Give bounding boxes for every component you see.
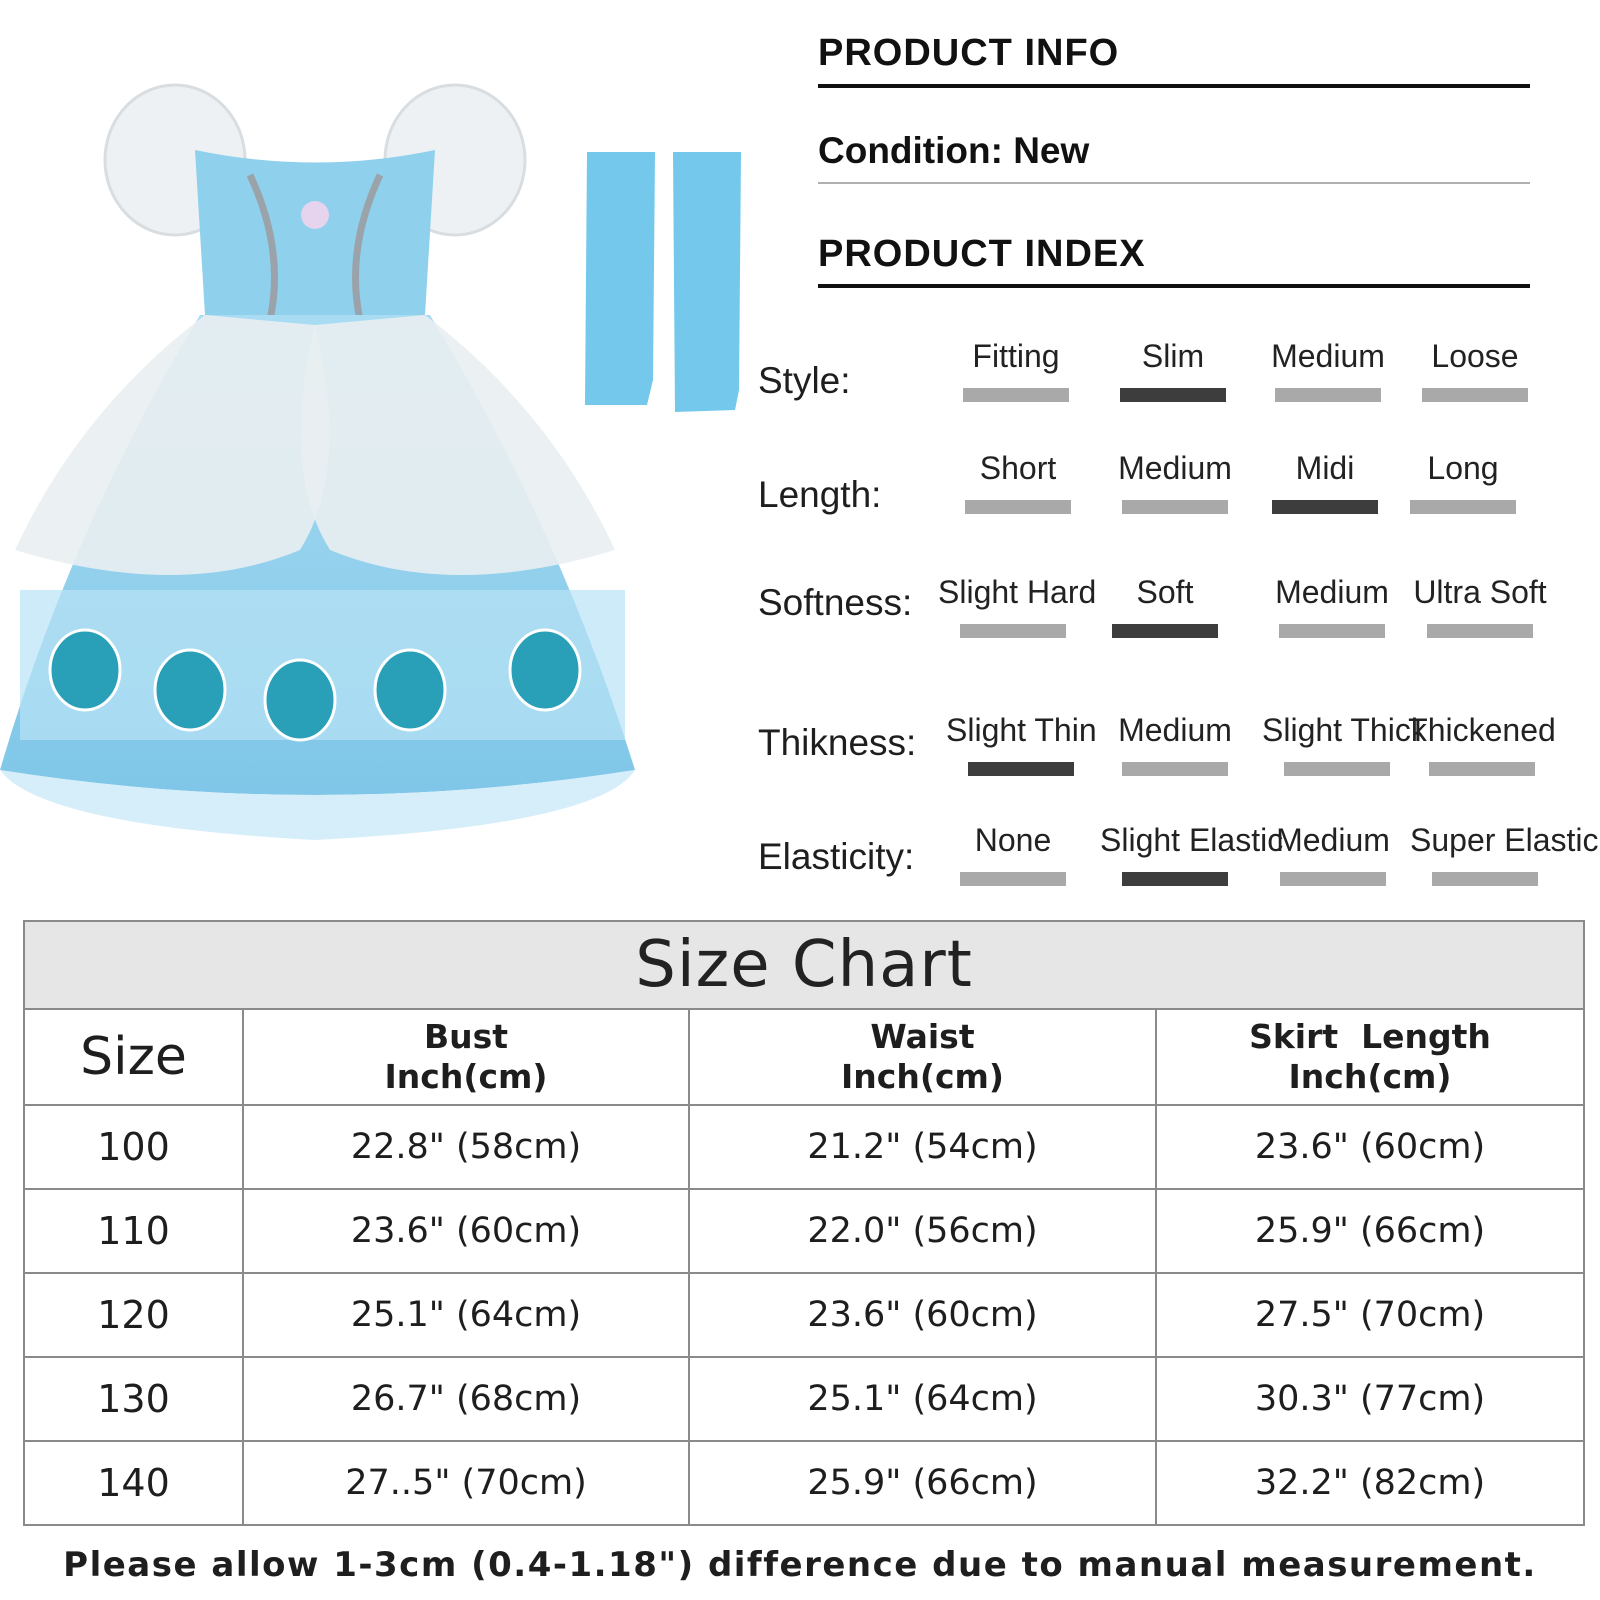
waist-cell: 25.1" (64cm) xyxy=(689,1357,1156,1441)
table-header-row xyxy=(25,1010,1583,1105)
size-cell: 120 xyxy=(25,1273,243,1357)
waist-cell: 25.9" (66cm) xyxy=(689,1441,1156,1524)
waist-cell: 21.2" (54cm) xyxy=(689,1105,1156,1189)
bust-cell: 23.6" (60cm) xyxy=(243,1189,689,1273)
table-row xyxy=(25,1105,1583,1189)
index-option: Super Elastic xyxy=(1410,822,1560,886)
waist-cell: 23.6" (60cm) xyxy=(689,1273,1156,1357)
table-row xyxy=(25,1273,1583,1357)
index-option: Medium xyxy=(1100,450,1250,514)
index-bar-selected xyxy=(1122,872,1228,886)
index-option: Medium xyxy=(1257,574,1407,638)
divider xyxy=(818,182,1530,184)
product-index-heading: PRODUCT INDEX xyxy=(818,233,1146,275)
index-option: Slight Thin xyxy=(946,712,1096,776)
index-bar xyxy=(960,624,1066,638)
index-option: Midi xyxy=(1250,450,1400,514)
table-row xyxy=(25,1441,1583,1524)
index-option: Medium xyxy=(1258,822,1408,886)
index-bar-selected xyxy=(1120,388,1226,402)
index-option: Medium xyxy=(1100,712,1250,776)
size-chart-title: Size Chart xyxy=(25,922,1583,1010)
divider xyxy=(818,84,1530,88)
size-cell: 140 xyxy=(25,1441,243,1524)
index-bar xyxy=(1275,388,1381,402)
waist-cell: 22.0" (56cm) xyxy=(689,1189,1156,1273)
index-option: Thickened xyxy=(1407,712,1557,776)
dress-image xyxy=(0,80,650,840)
column-header-waist: Waist Inch(cm) xyxy=(689,1010,1156,1105)
measurement-note: Please allow 1-3cm (0.4-1.18") difference due to manual measurement. xyxy=(63,1545,1537,1585)
index-bar xyxy=(1427,624,1533,638)
bust-cell: 25.1" (64cm) xyxy=(243,1273,689,1357)
index-option: Slim xyxy=(1098,338,1248,402)
index-bar-selected xyxy=(968,762,1074,776)
condition-text: Condition: New xyxy=(818,130,1090,171)
column-header-size: Size xyxy=(25,1010,243,1105)
table-row xyxy=(25,1357,1583,1441)
index-option: Slight Hard xyxy=(938,574,1088,638)
index-row-label: Softness: xyxy=(758,582,913,623)
product-info-heading: PRODUCT INFO xyxy=(818,32,1120,74)
skirt-length-cell: 23.6" (60cm) xyxy=(1156,1105,1583,1189)
index-bar xyxy=(1432,872,1538,886)
index-row-label: Elasticity: xyxy=(758,836,915,877)
skirt-length-cell: 25.9" (66cm) xyxy=(1156,1189,1583,1273)
bust-cell: 27..5" (70cm) xyxy=(243,1441,689,1524)
index-bar xyxy=(960,872,1066,886)
index-bar xyxy=(1279,624,1385,638)
index-bar xyxy=(965,500,1071,514)
index-option: Fitting xyxy=(941,338,1091,402)
index-option: Loose xyxy=(1400,338,1550,402)
index-option: Medium xyxy=(1253,338,1403,402)
column-header-skirt-length: Skirt Length Inch(cm) xyxy=(1156,1010,1583,1105)
index-bar xyxy=(1122,762,1228,776)
bust-cell: 22.8" (58cm) xyxy=(243,1105,689,1189)
gloves-image xyxy=(585,150,750,425)
skirt-length-cell: 27.5" (70cm) xyxy=(1156,1273,1583,1357)
index-option: Soft xyxy=(1090,574,1240,638)
size-cell: 100 xyxy=(25,1105,243,1189)
index-bar xyxy=(1429,762,1535,776)
index-bar xyxy=(1410,500,1516,514)
index-bar xyxy=(963,388,1069,402)
divider xyxy=(818,284,1530,288)
index-row-label: Length: xyxy=(758,474,882,515)
size-table xyxy=(25,1010,1583,1524)
column-header-bust: Bust Inch(cm) xyxy=(243,1010,689,1105)
index-bar xyxy=(1284,762,1390,776)
index-option: Slight Elastic xyxy=(1100,822,1250,886)
bust-cell: 26.7" (68cm) xyxy=(243,1357,689,1441)
size-cell: 130 xyxy=(25,1357,243,1441)
index-row-label: Thikness: xyxy=(758,722,917,763)
index-option: Slight Thick xyxy=(1262,712,1412,776)
index-bar-selected xyxy=(1112,624,1218,638)
skirt-length-cell: 30.3" (77cm) xyxy=(1156,1357,1583,1441)
size-cell: 110 xyxy=(25,1189,243,1273)
index-bar xyxy=(1280,872,1386,886)
skirt-length-cell: 32.2" (82cm) xyxy=(1156,1441,1583,1524)
index-bar xyxy=(1422,388,1528,402)
index-option: Short xyxy=(943,450,1093,514)
index-option: Long xyxy=(1388,450,1538,514)
index-option: None xyxy=(938,822,1088,886)
index-row-label: Style: xyxy=(758,360,851,401)
index-option: Ultra Soft xyxy=(1405,574,1555,638)
size-chart xyxy=(23,920,1585,1526)
index-bar xyxy=(1122,500,1228,514)
index-bar-selected xyxy=(1272,500,1378,514)
table-row xyxy=(25,1189,1583,1273)
